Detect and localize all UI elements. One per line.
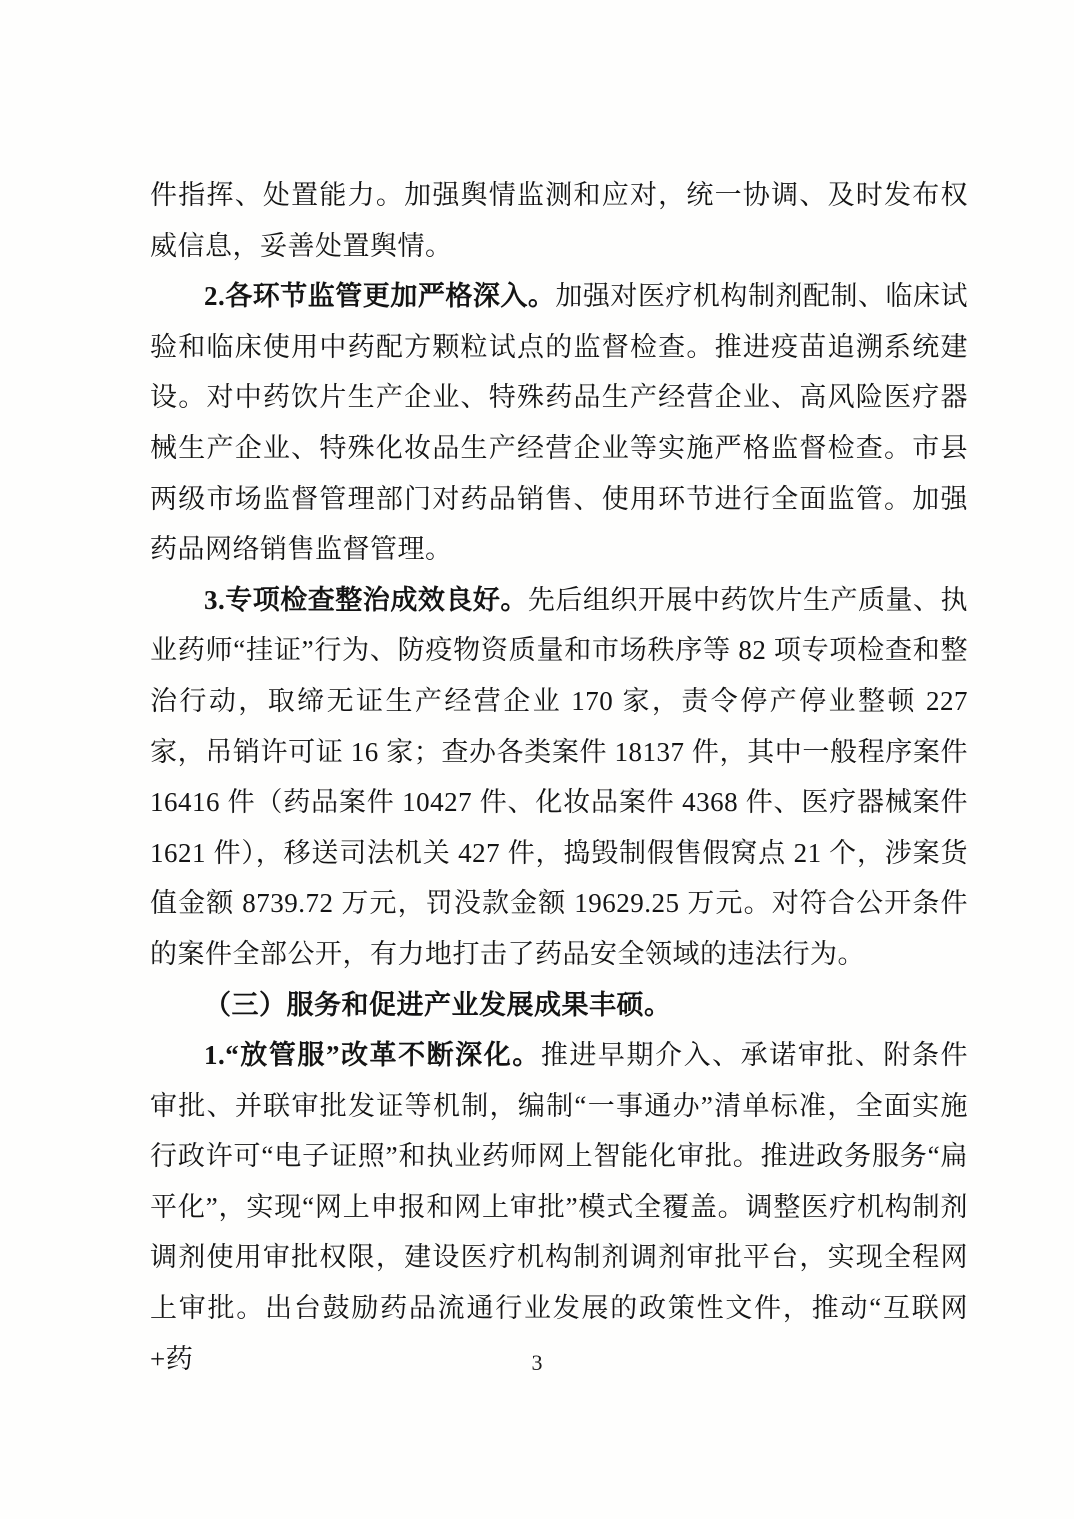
paragraph-bold-lead: （三）服务和促进产业发展成果丰硕。 xyxy=(204,989,672,1020)
paragraph-bold-lead: 3.专项检查整治成效良好。 xyxy=(204,584,528,615)
document-body xyxy=(150,170,968,1384)
paragraph-section-2 xyxy=(150,271,968,575)
paragraph-bold-lead: 2.各环节监管更加严格深入。 xyxy=(204,281,556,312)
paragraph-continuation xyxy=(150,170,968,271)
paragraph-section-1 xyxy=(150,1030,968,1384)
paragraph-text: 加强对医疗机构制剂配制、临床试验和临床使用中药配方颗粒试点的监督检查。推进疫苗追溯系统建设。对中药饮片生产企业、特殊药品生产经营企业、高风险医疗器械生产企业、特殊化妆品生产经营企业等实施严格监督检查。市县两级市场监督管理部门对药品销售、使用环节进行全面监管。加强药品网络销售监督管理。 xyxy=(150,281,969,565)
paragraph-bold-lead: 1.“放管服”改革不断深化。 xyxy=(204,1040,541,1071)
paragraph-text: 先后组织开展中药饮片生产质量、执业药师“挂证”行为、防疫物资质量和市场秩序等 82 项专项检查和整治行动，取缔无证生产经营企业 170 家，责令停产停业整顿 227 家，吊销许可证 16 家；查办各类案件 18137 件，其中一般程序案件 16416 件（药品案件 10427 件、化妆品案件 4368 件、医疗器械案件 1621 件），移送司法机关 427 件，捣毁制假售假窝点 21 个，涉案货值金额 8739.72 万元，罚没款金额 19629.25 万元。对符合公开条件的案件全部公开，有力地打击了药品安全领域的违法行为。 xyxy=(150,584,969,969)
paragraph-text: 件指挥、处置能力。加强舆情监测和应对，统一协调、及时发布权威信息，妥善处置舆情。 xyxy=(150,180,968,261)
paragraph-section-3 xyxy=(150,575,968,980)
paragraph-text: 推进早期介入、承诺审批、附条件审批、并联审批发证等机制，编制“一事通办”清单标准，全面实施行政许可“电子证照”和执业药师网上智能化审批。推进政务服务“扁平化”，实现“网上申报和网上审批”模式全覆盖。调整医疗机构制剂调剂使用审批权限，建设医疗机构制剂调剂审批平台，实现全程网上审批。出台鼓励药品流通行业发展的政策性文件，推动“互联网+药 xyxy=(150,1040,969,1374)
paragraph-heading-three xyxy=(150,980,968,1031)
page-number: 3 xyxy=(531,1350,543,1375)
